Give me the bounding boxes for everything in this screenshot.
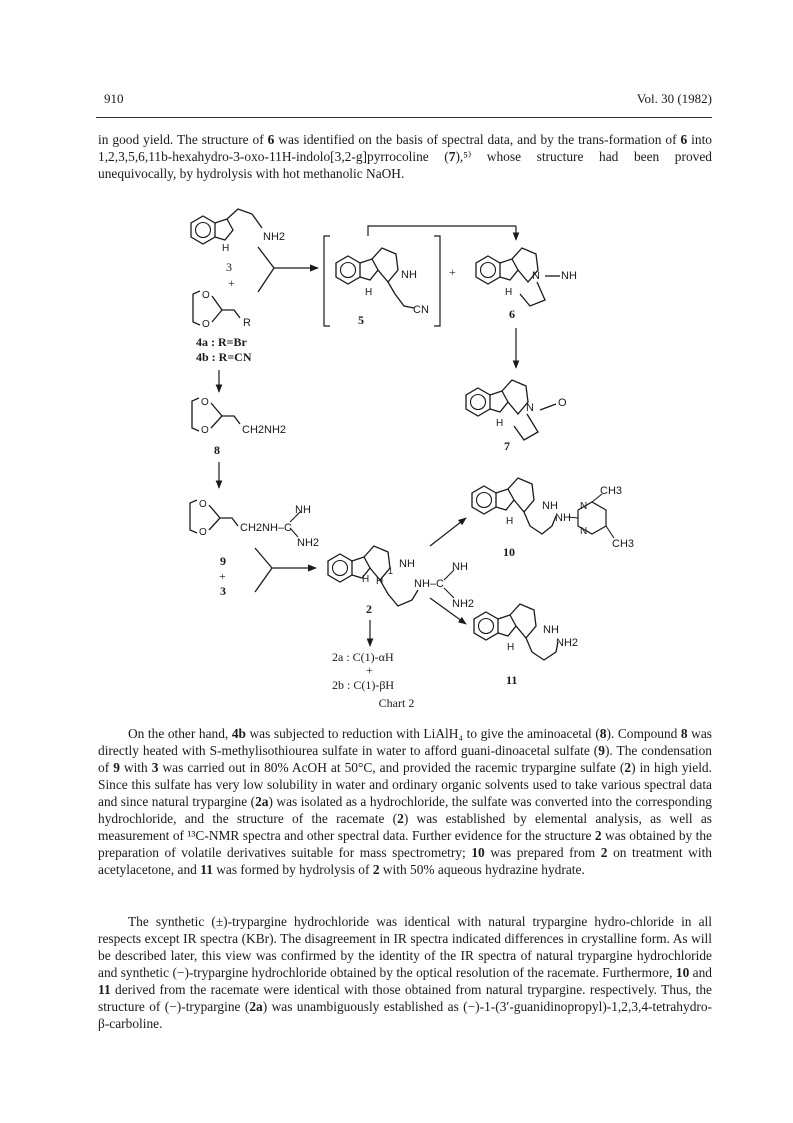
compound-3-structure [191,209,285,254]
text-run: derived from the racemate were identical with those obtained from natural trypargine. respectively. Thus, the structure of (−)-trypargine ( [98,982,712,1014]
atom-label: NH [543,624,559,636]
text-run: ) was unambiguously established as (−)-1-(3′-guanidinopropyl)-1,2,3,4-tetrahydro-β-carboline. [98,999,713,1031]
compound-label-8: 8 [214,443,220,457]
atom-label: H [507,642,515,653]
compound-9-structure [190,499,319,549]
atom-label: H [496,418,504,429]
compound-ref: 10 [675,965,690,980]
compound-ref: 6 [267,132,275,147]
compound-ref: 6 [680,132,688,147]
atom-label: H [362,574,370,585]
compound-ref: 2 [372,862,380,877]
compound-label-6: 6 [509,307,515,321]
chart-caption: Chart 2 [378,696,415,710]
compound-11-structure [474,604,578,660]
atom-label: CH2NH–C [240,522,292,534]
text-run: with [119,760,152,775]
text-run: was prepared from [484,845,601,860]
compound-ref: 10 [471,845,485,860]
compound-ref: 9 [598,743,605,758]
text-run: ) was established by elemental analysis, as well as measurement of ¹³C-NMR spectra and other spectral data. Further evidence for the structure [98,811,712,843]
compound-label-9: 9 [220,554,226,568]
compound-ref: 3 [151,760,159,775]
atom-label: N [580,526,588,537]
text-run: ) in high yield. Since this sulfate has very low solubility in water and ordinary organic solvents used to take various spectral data and since natural trypargine ( [98,760,712,809]
atom-label: CN [413,304,429,316]
compound-label-10: 10 [503,545,515,559]
atom-label: CH2NH2 [242,424,287,436]
compound-label-3: 3 [226,260,232,274]
plus-sign: + [228,276,235,290]
compound-ref: 4b [231,726,246,741]
atom-label: NH [561,270,577,282]
compound-ref: 8 [599,726,607,741]
atom-label: NH–C [414,578,444,590]
atom-label: CH3 [600,485,623,497]
variant-4a: 4a : R=Br [196,335,247,349]
atom-label: O [201,425,209,436]
atom-label: H [376,576,384,587]
atom-label: N [532,270,540,282]
text-run: on treatment with acetylacetone, and [98,845,712,877]
plus-sign: + [219,569,226,583]
atom-label: NH [399,558,415,570]
atom-label: O [199,499,207,510]
compound-10-structure [472,478,634,550]
compound-label-2: 2 [366,602,372,616]
atom-label: O [201,397,209,408]
text-run: was formed by hydrolysis of [212,862,373,877]
atom-label: NH2 [556,637,579,649]
atom-label: NH [401,269,417,281]
text-run: was subjected to reduction with LiAlH₄ to give the aminoacetal ( [245,726,600,741]
compound-ref: 11 [98,982,111,997]
compound-ref: 9 [113,760,120,775]
atom-label: H [365,287,373,298]
atom-label: NH2 [452,598,475,610]
compound-ref: 2a [249,999,263,1014]
atom-label: NH [555,512,571,524]
text-run: ) was isolated as a hydrochloride, the sulfate was converted into the corresponding hydrochloride, and the structure of the racemate ( [98,794,712,826]
atom-label: O [558,397,567,409]
atom-label: NH [542,500,558,512]
text-run: On the other hand, [128,726,232,741]
text-run: with 50% aqueous hydrazine hydrate. [379,862,585,877]
variant-2a: 2a : C(1)-αH [332,650,394,664]
compound-ref: 2a [255,794,269,809]
atom-label: H [506,516,514,527]
atom-label: N [526,402,534,414]
journal-volume: Vol. 30 (1982) [636,91,712,106]
compound-8-structure [192,397,286,436]
body-paragraph-1 [98,725,712,878]
compound-label-11: 11 [506,673,518,687]
text-run: in good yield. The structure of [98,132,268,147]
atom-label: R [243,317,251,329]
text-run: was identified on the basis of spectral data, and by the trans-formation of [274,132,681,147]
compound-2-structure [328,546,474,610]
compound-label-5: 5 [358,313,364,327]
compound-ref: 7 [448,149,456,164]
compound-ref: 2 [397,811,404,826]
text-run: ). Compound [606,726,681,741]
compound-6-structure [476,248,577,306]
compound-ref: 2 [600,845,608,860]
atom-label: 1 [388,566,394,576]
text-run: The synthetic (±)-trypargine hydrochloride was identical with natural trypargine hydro-chloride in all respects except IR spectra (KBr). The disagreement in IR spectra indicated differences in crystalline form. As will be described later, this view was confirmed by the identity of the IR spectra of natural trypargine hydrochloride and synthetic (−)-trypargine hydrochloride obtained by the optical resolution of the racemate. Furthermore, [98,914,712,980]
variant-4b: 4b : R=CN [196,350,252,364]
body-paragraph-2 [98,913,712,1032]
text-run: ). The condensation of [98,743,712,775]
text-run: into 1,2,3,5,6,11b-hexahydro-3-oxo-11H-indolo[3,2-g]pyrrocoline ( [98,132,712,164]
compound-ref: 11 [200,862,213,877]
atom-label: NH [452,561,468,573]
plus-sign: + [449,265,456,279]
compound-label-3b: 3 [220,584,226,598]
compound-ref: 8 [680,726,688,741]
atom-label: H [505,287,513,298]
compound-ref: 2 [624,760,632,775]
text-run: was carried out in 80% AcOH at 50°C, and provided the racemic trypargine sulfate ( [158,760,625,775]
compound-label-7: 7 [504,439,510,453]
atom-label: N [580,501,588,512]
variant-2b: 2b : C(1)-βH [332,678,395,692]
atom-label: NH2 [297,537,320,549]
atom-label: NH [295,504,311,516]
atom-label: CH3 [612,538,635,550]
atom-label: H [222,243,230,254]
compound-5-structure [336,248,429,316]
compound-7-structure [466,380,567,440]
plus-sign: + [366,663,373,677]
compound-ref: 2 [594,828,602,843]
compound-4-structure [193,290,251,330]
text-run: ),⁵⁾ whose structure had been proved unequivocally, by hydrolysis with hot methanolic NaOH. [98,149,712,181]
page-number: 910 [104,91,124,106]
atom-label: O [202,319,210,330]
atom-label: O [199,527,207,538]
text-run: and [689,965,712,980]
text-run: was directly heated with S-methylisothiourea sulfate in water to afford guani-dinoacetal sulfate ( [98,726,712,758]
text-run: was obtained by the preparation of volatile derivatives suitable for mass spectrometry; [98,828,713,860]
atom-label: O [202,290,210,301]
atom-label: NH2 [263,231,286,243]
